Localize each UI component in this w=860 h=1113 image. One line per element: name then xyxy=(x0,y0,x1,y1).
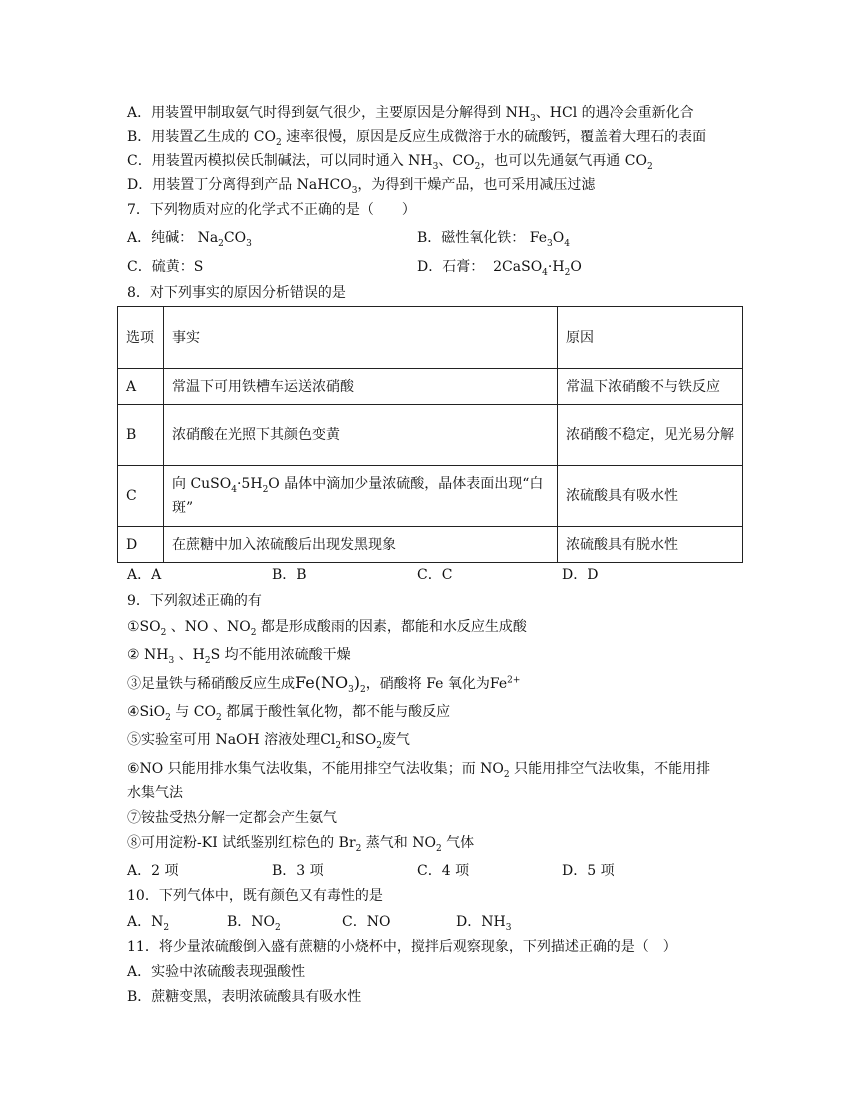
formula: $Na_2CO_3$ xyxy=(193,230,252,249)
q7-option-a xyxy=(127,228,252,248)
q9-item-6-cont: 水集气法 xyxy=(127,785,183,801)
option-label: D． xyxy=(127,177,153,193)
q6-option-b xyxy=(127,127,706,147)
q9-item-4 xyxy=(127,702,450,722)
item-text: ⑧可用淀粉-KI 试纸鉴别红棕色的 Br xyxy=(127,835,356,851)
q9-item-7: ⑦铵盐受热分解一定都会产生氨气 xyxy=(127,810,337,826)
q11-option-a: A．实验中浓硫酸表现强酸性 xyxy=(127,964,306,980)
row-reason: 浓硝酸不稳定，见光易分解 xyxy=(558,405,743,466)
subscript: 3 xyxy=(530,113,536,124)
q7-option-d xyxy=(417,257,582,277)
q9-choice-d: D．5 项 xyxy=(562,863,615,879)
subscript: 2 xyxy=(435,843,442,854)
item-text: ⑤实验室可用 NaOH 溶液处理 xyxy=(127,732,321,748)
row-option: D xyxy=(118,527,164,563)
item-text: ⑥NO 只能用排水集气法收集，不能用排空气法收集；而 NO xyxy=(127,761,504,777)
item-text: ，硝酸将 Fe 氧化为 xyxy=(365,676,490,692)
row-reason: 浓硫酸具有吸水性 xyxy=(558,466,743,527)
formula: ② $NH_3$ 、$H_2S$ xyxy=(127,647,225,666)
q9-item-5 xyxy=(127,730,410,750)
q9-item-6 xyxy=(127,759,710,779)
q9-choice-a: A．2 项 xyxy=(127,863,179,879)
item-text: ③足量铁与稀硝酸反应生成 xyxy=(127,676,295,692)
fact-text: ·5H xyxy=(236,476,263,492)
fact-text: 向 CuSO xyxy=(172,476,232,492)
subscript: 2 xyxy=(355,843,362,854)
q8-choice-d: D．D xyxy=(562,567,599,583)
row-reason: 浓硫酸具有脱水性 xyxy=(558,527,743,563)
item-text: 和 xyxy=(341,732,356,748)
row-option: C xyxy=(118,466,164,527)
q9-item-3 xyxy=(127,673,520,694)
table-row xyxy=(118,369,743,405)
q9-stem: 9．下列叙述正确的有 xyxy=(127,593,262,609)
subscript: 3 xyxy=(351,185,358,196)
q9-item-2 xyxy=(127,645,351,665)
q8-stem: 8．对下列事实的原因分析错误的是 xyxy=(127,285,346,301)
option-text: 用装置甲制取氨气时得到氨气很少，主要原因是分解得到 NH xyxy=(151,105,531,121)
table-row xyxy=(118,527,743,563)
option-label: C． xyxy=(127,153,152,169)
subscript: 4 xyxy=(231,484,237,495)
row-fact: 常温下可用铁槽车运送浓硝酸 xyxy=(164,369,558,405)
subscript: 2 xyxy=(646,161,653,172)
q9-choice-b: B．3 项 xyxy=(272,863,324,879)
q7-option-b xyxy=(417,228,570,248)
option-text: ，也可以先通氨气再通 CO xyxy=(480,153,647,169)
option-label: B． xyxy=(127,129,152,145)
item-text: 蒸气和 NO xyxy=(361,835,436,851)
q8-choice-a: A．A xyxy=(127,567,162,583)
table-header-row xyxy=(118,307,743,369)
formula: $Cl_2$ xyxy=(320,732,342,751)
subscript: 2 xyxy=(262,484,269,495)
subscript: 2 xyxy=(215,712,222,723)
q8-choice-b: B．B xyxy=(272,567,307,583)
choice-text: B．NO xyxy=(227,914,276,930)
row-reason: 常温下浓硝酸不与铁反应 xyxy=(558,369,743,405)
item-text: ④SiO xyxy=(127,704,166,720)
item-text: 都是形成酸雨的因素，都能和水反应生成酸 xyxy=(260,619,527,635)
q8-choice-c: C．C xyxy=(417,567,453,583)
formula: $Fe^{2+}$ xyxy=(489,675,521,692)
item-text: 都属于酸性氧化物，都不能与酸反应 xyxy=(221,704,451,720)
formula: $Fe_3O_4$ xyxy=(525,230,570,249)
q9-choice-c: C．4 项 xyxy=(417,863,470,879)
option-text: ，为得到干燥产品，也可采用减压过滤 xyxy=(357,177,596,193)
row-fact xyxy=(164,466,558,527)
choice-text: A．N xyxy=(127,914,164,930)
q11-stem: 11．将少量浓硫酸倒入盛有蔗糖的小烧杯中，搅拌后观察现象，下列描述正确的是（ ） xyxy=(127,939,677,955)
option-text: 、CO xyxy=(438,153,475,169)
q10-stem: 10．下列气体中，既有颜色又有毒性的是 xyxy=(127,888,383,904)
item-text: 与 CO xyxy=(170,704,216,720)
table-row xyxy=(118,405,743,466)
subscript: 2 xyxy=(163,922,170,933)
q10-choice-b xyxy=(227,912,281,932)
option-text: 、HCl 的遇冷会重新化合 xyxy=(535,105,694,121)
subscript: 2 xyxy=(474,161,481,172)
subscript: 2 xyxy=(503,769,510,780)
q9-item-8 xyxy=(127,833,474,853)
option-text: D．石膏： xyxy=(417,259,485,275)
header-option: 选项 xyxy=(118,307,164,369)
item-text: 气体 xyxy=(441,835,475,851)
option-text: A．纯碱： xyxy=(127,230,194,246)
option-text: B．磁性氧化铁： xyxy=(417,230,526,246)
header-reason: 原因 xyxy=(558,307,743,369)
header-fact: 事实 xyxy=(164,307,558,369)
option-label: A． xyxy=(127,105,152,121)
fact-text: O 晶体中滴加少量浓硫酸，晶体表面出现“白斑” xyxy=(172,476,544,516)
option-text: 用装置丙模拟侯氏制碱法，可以同时通入 NH xyxy=(151,153,433,169)
row-fact: 在蔗糖中加入浓硫酸后出现发黑现象 xyxy=(164,527,558,563)
row-option: B xyxy=(118,405,164,466)
formula: $①SO_2$ 、NO 、$NO_2$ xyxy=(127,619,257,638)
q6-option-d xyxy=(127,175,595,195)
option-text: 用装置丁分离得到产品 NaHCO xyxy=(152,177,352,193)
subscript: 2 xyxy=(275,922,281,933)
q7-option-c: C．硫黄：S xyxy=(127,259,204,275)
q10-choice-c: C．NO xyxy=(342,914,391,930)
q10-choice-d xyxy=(456,912,511,932)
choice-text: D．NH xyxy=(456,914,506,930)
option-text: 用装置乙生成的 CO xyxy=(151,129,276,145)
q10-choice-a xyxy=(127,912,169,932)
item-text: 均不能用浓硫酸干燥 xyxy=(224,647,351,663)
table-row xyxy=(118,466,743,527)
subscript: 2 xyxy=(275,137,282,148)
formula: $Fe(NO_3)_2$ xyxy=(295,673,366,696)
subscript: 3 xyxy=(505,922,512,933)
facts-table xyxy=(117,306,743,563)
item-text: 废气 xyxy=(381,732,410,748)
row-option: A xyxy=(118,369,164,405)
q7-stem: 7．下列物质对应的化学式不正确的是（ ） xyxy=(127,202,416,218)
row-fact: 浓硝酸在光照下其颜色变黄 xyxy=(164,405,558,466)
q9-item-1 xyxy=(127,617,527,637)
subscript: 2 xyxy=(165,712,171,723)
item-text: 只能用排空气法收集，不能用排 xyxy=(509,761,711,777)
formula: $SO_2$ xyxy=(355,732,382,751)
subscript: 3 xyxy=(432,161,439,172)
option-text: 速率很慢，原因是反应生成微溶于水的硫酸钙，覆盖着大理石的表面 xyxy=(281,129,707,145)
formula: $2CaSO_4\cdot H_2O$ xyxy=(484,259,582,278)
q6-option-c xyxy=(127,151,653,171)
q6-option-a xyxy=(127,103,694,123)
q11-option-b: B．蔗糖变黑，表明浓硫酸具有吸水性 xyxy=(127,989,362,1005)
